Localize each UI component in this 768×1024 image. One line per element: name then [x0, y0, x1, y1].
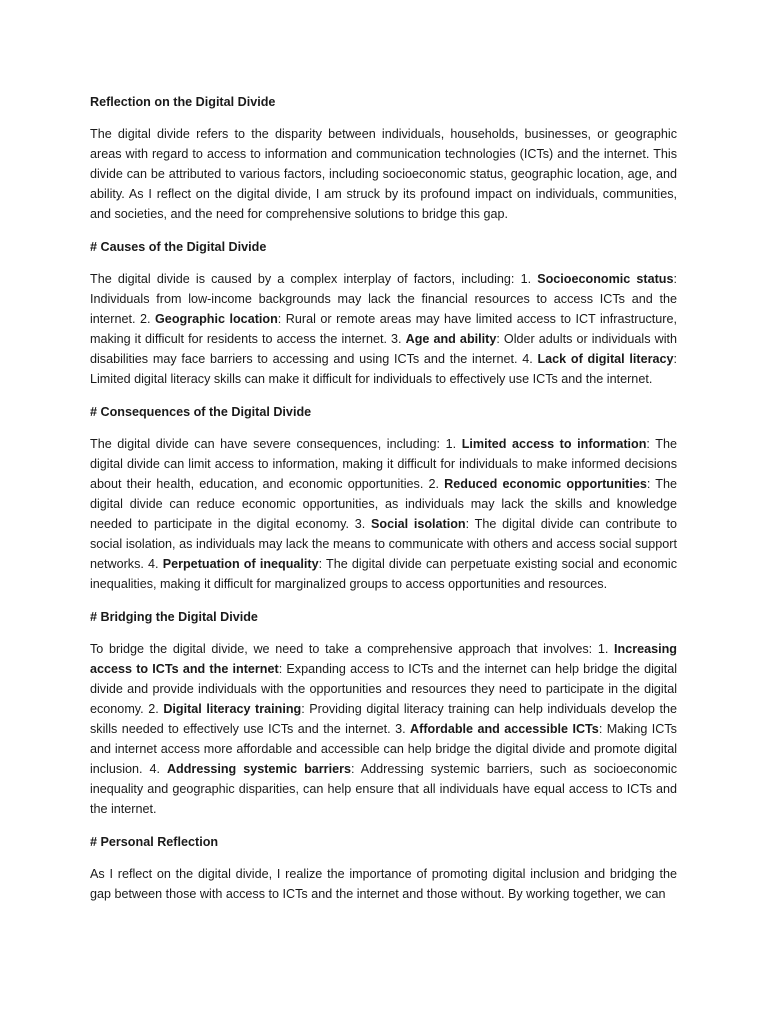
bold-term: Affordable and accessible ICTs	[410, 722, 599, 736]
bold-term: Social isolation	[371, 517, 466, 531]
bold-term: Limited access to information	[461, 437, 647, 451]
section-heading: # Consequences of the Digital Divide	[90, 405, 312, 419]
section-paragraph	[90, 864, 677, 904]
bold-term: Reduced economic opportunities	[444, 477, 647, 491]
section-paragraph	[90, 269, 677, 389]
text-run: : Addressing systemic barriers, such as socioeconomic inequality and geographic disparities, can help ensure that all individuals have equal access to ICTs and the internet.	[90, 762, 678, 816]
text-run: The digital divide can have severe consequences, including: 1.	[90, 437, 462, 451]
text-run: : The digital divide can contribute to social isolation, as individuals may lack the means to communicate with others and access social support networks. 4.	[90, 517, 678, 571]
document-body	[90, 92, 677, 917]
document-title: Reflection on the Digital Divide	[90, 95, 276, 109]
bold-term: Increasing access to ICTs and the internet	[90, 642, 677, 676]
text-run: : Providing digital literacy training can help individuals develop the skills needed to effectively use ICTs and the internet. 3.	[90, 702, 677, 736]
text-run: : Expanding access to ICTs and the internet can help bridge the digital divide and provide individuals with the opportunities and resources they need to participate in the digital economy. 2.	[90, 662, 677, 716]
bold-term: Geographic location	[155, 312, 278, 326]
section-heading: # Personal Reflection	[90, 835, 219, 849]
text-run: : The digital divide can perpetuate existing social and economic inequalities, making it difficult for marginalized groups to access opportunities and resources.	[90, 557, 677, 591]
text-run: To bridge the digital divide, we need to take a comprehensive approach that involves: 1.	[90, 642, 614, 656]
bold-term: Addressing systemic barriers	[166, 762, 351, 776]
section-heading: # Bridging the Digital Divide	[90, 610, 258, 624]
text-run: : Limited digital literacy skills can make it difficult for individuals to effectively use ICTs and the internet.	[90, 352, 677, 386]
section-paragraph	[90, 639, 677, 819]
text-run: : Individuals from low-income backgrounds may lack the financial resources to access ICTs and the internet. 2.	[90, 272, 677, 326]
bold-term: Socioeconomic status	[537, 272, 674, 286]
bold-term: Perpetuation of inequality	[162, 557, 319, 571]
section-heading: # Causes of the Digital Divide	[90, 240, 267, 254]
bold-term: Age and ability	[405, 332, 497, 346]
text-run: : The digital divide can limit access to information, making it difficult for individuals to make informed decisions about their health, education, and economic opportunities. 2.	[90, 437, 677, 491]
text-run: As I reflect on the digital divide, I realize the importance of promoting digital inclusion and bridging the gap between those with access to ICTs and the internet and those without. By working together, we can	[90, 867, 677, 901]
sections-container	[90, 124, 677, 904]
section-paragraph	[90, 124, 677, 224]
text-run: The digital divide is caused by a complex interplay of factors, including: 1.	[90, 272, 538, 286]
text-run: : Making ICTs and internet access more affordable and accessible can help bridge the digital divide and promote digital inclusion. 4.	[90, 722, 677, 776]
text-run: : The digital divide can reduce economic opportunities, as individuals may lack the skills and knowledge needed to participate in the digital economy. 3.	[90, 477, 677, 531]
bold-term: Digital literacy training	[163, 702, 302, 716]
text-run: : Older adults or individuals with disabilities may face barriers to accessing and using ICTs and the internet. 4.	[90, 332, 677, 366]
text-run: The digital divide refers to the disparity between individuals, households, businesses, or geographic areas with regard to access to information and communication technologies (ICTs) and the internet. This divide can be attributed to various factors, including socioeconomic status, geographic location, age, and ability. As I reflect on the digital divide, I am struck by its profound impact on individuals, communities, and societies, and the need for comprehensive solutions to bridge this gap.	[90, 127, 677, 221]
section-paragraph	[90, 434, 677, 594]
text-run: : Rural or remote areas may have limited access to ICT infrastructure, making it difficult for residents to access the internet. 3.	[90, 312, 677, 346]
bold-term: Lack of digital literacy	[537, 352, 674, 366]
